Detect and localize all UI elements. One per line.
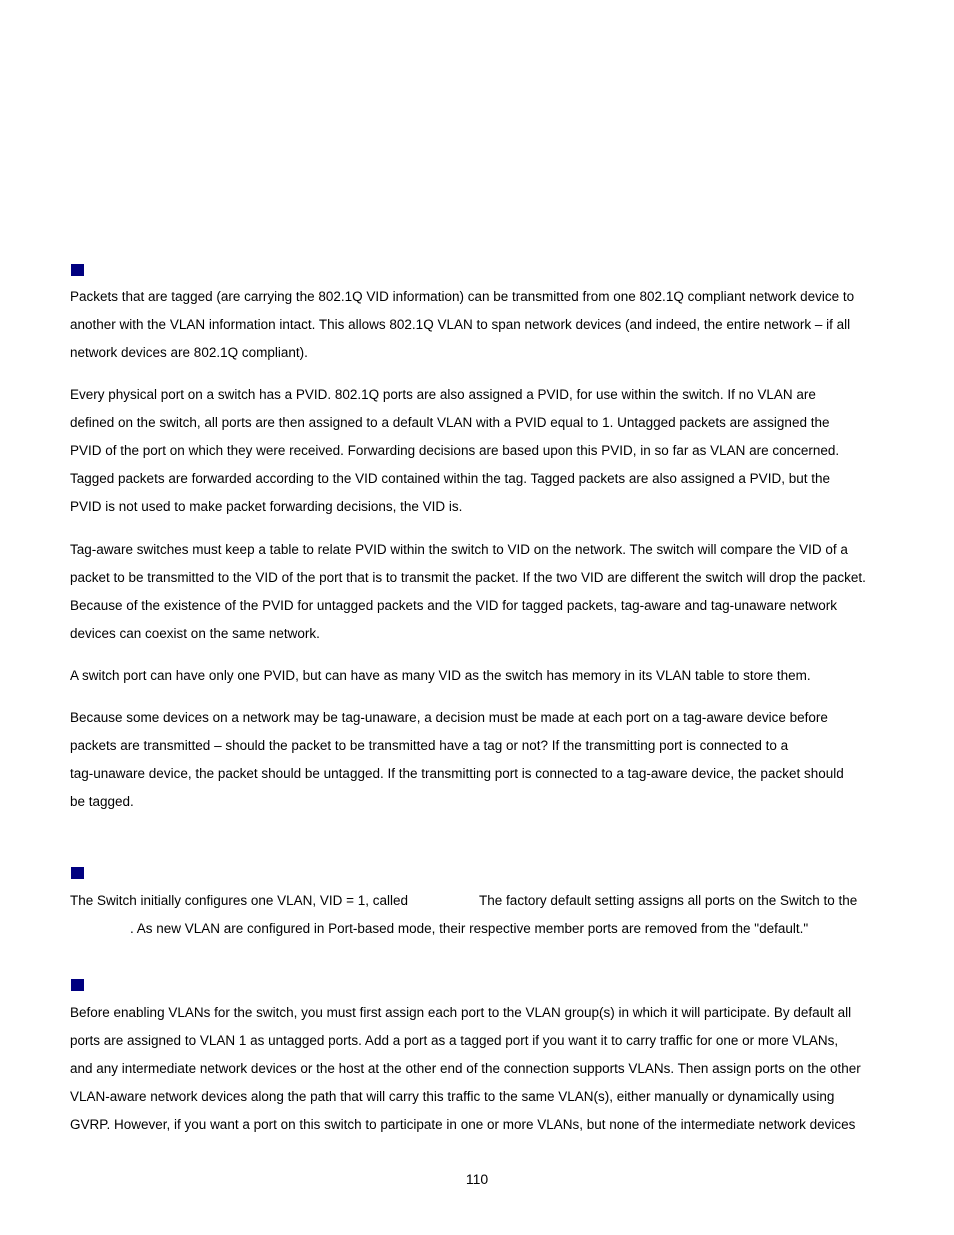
text-line: Every physical port on a switch has a PVID. 802.1Q ports are also assigned a PVID, for use within the switch. If no VLAN are [70,387,816,402]
paragraph [70,662,892,690]
text-fragment: . As new VLAN are configured in Port-based mode, their respective member ports are removed from the "default." [130,921,809,936]
text-line: defined on the switch, all ports are then assigned to a default VLAN with a PVID equal to 1. Untagged packets are assigned the [70,415,830,430]
page-number: 110 [465,1171,489,1187]
section-bullet-icon [71,979,84,991]
section-bullet-icon [71,867,84,879]
paragraph [70,704,892,816]
paragraph [70,536,892,648]
paragraph [70,381,892,521]
text-line: Tagged packets are forwarded according to the VID contained within the tag. Tagged packets are also assigned a PVID, but the [70,471,830,486]
text-line [70,915,892,943]
paragraph [70,887,892,943]
text-line: and any intermediate network devices or the host at the other end of the connection supports VLANs. Then assign ports on the other [70,1061,861,1076]
text-line: packet to be transmitted to the VID of the port that is to transmit the packet. If the two VID are different the switch will drop the packet. [70,570,866,585]
text-line: tag-unaware device, the packet should be untagged. If the transmitting port is connected to a tag-aware device, the packet should [70,766,844,781]
text-fragment: The factory default setting assigns all ports on the Switch to the [479,893,858,908]
text-line: VLAN-aware network devices along the path that will carry this traffic to the same VLAN(s), either manually or dynamically using [70,1089,835,1104]
text-line: packets are transmitted – should the packet to be transmitted have a tag or not? If the transmitting port is connected to a [70,738,789,753]
text-line: Before enabling VLANs for the switch, you must first assign each port to the VLAN group(s) in which it will participate. By default all [70,1005,852,1020]
text-line: ports are assigned to VLAN 1 as untagged ports. Add a port as a tagged port if you want it to carry traffic for one or more VLANs, [70,1033,839,1048]
text-line: Because of the existence of the PVID for untagged packets and the VID for tagged packets, tag-aware and tag-unaware network [70,598,837,613]
text-line: another with the VLAN information intact. This allows 802.1Q VLAN to span network devices (and indeed, the entire network – if all [70,317,851,332]
text-line: network devices are 802.1Q compliant). [70,345,308,360]
text-fragment: The Switch initially configures one VLAN, VID = 1, called [70,893,409,908]
text-line: Because some devices on a network may be tag-unaware, a decision must be made at each port on a tag-aware device before [70,710,828,725]
text-line: be tagged. [70,794,134,809]
paragraph [70,283,892,367]
text-line: A switch port can have only one PVID, but can have as many VID as the switch has memory in its VLAN table to store them. [70,668,811,683]
text-line: Tag-aware switches must keep a table to relate PVID within the switch to VID on the network. The switch will compare the VID of a [70,542,848,557]
paragraph [70,999,892,1139]
text-line: GVRP. However, if you want a port on this switch to participate in one or more VLANs, but none of the intermediate network devices [70,1117,856,1132]
section-bullet-icon [71,264,84,276]
text-line [70,887,892,915]
text-line: PVID of the port on which they were received. Forwarding decisions are based upon this PVID, in so far as VLAN are concerned. [70,443,840,458]
text-line: PVID is not used to make packet forwarding decisions, the VID is. [70,499,463,514]
text-line: devices can coexist on the same network. [70,626,320,641]
text-line: Packets that are tagged (are carrying the 802.1Q VID information) can be transmitted from one 802.1Q compliant network device to [70,289,855,304]
